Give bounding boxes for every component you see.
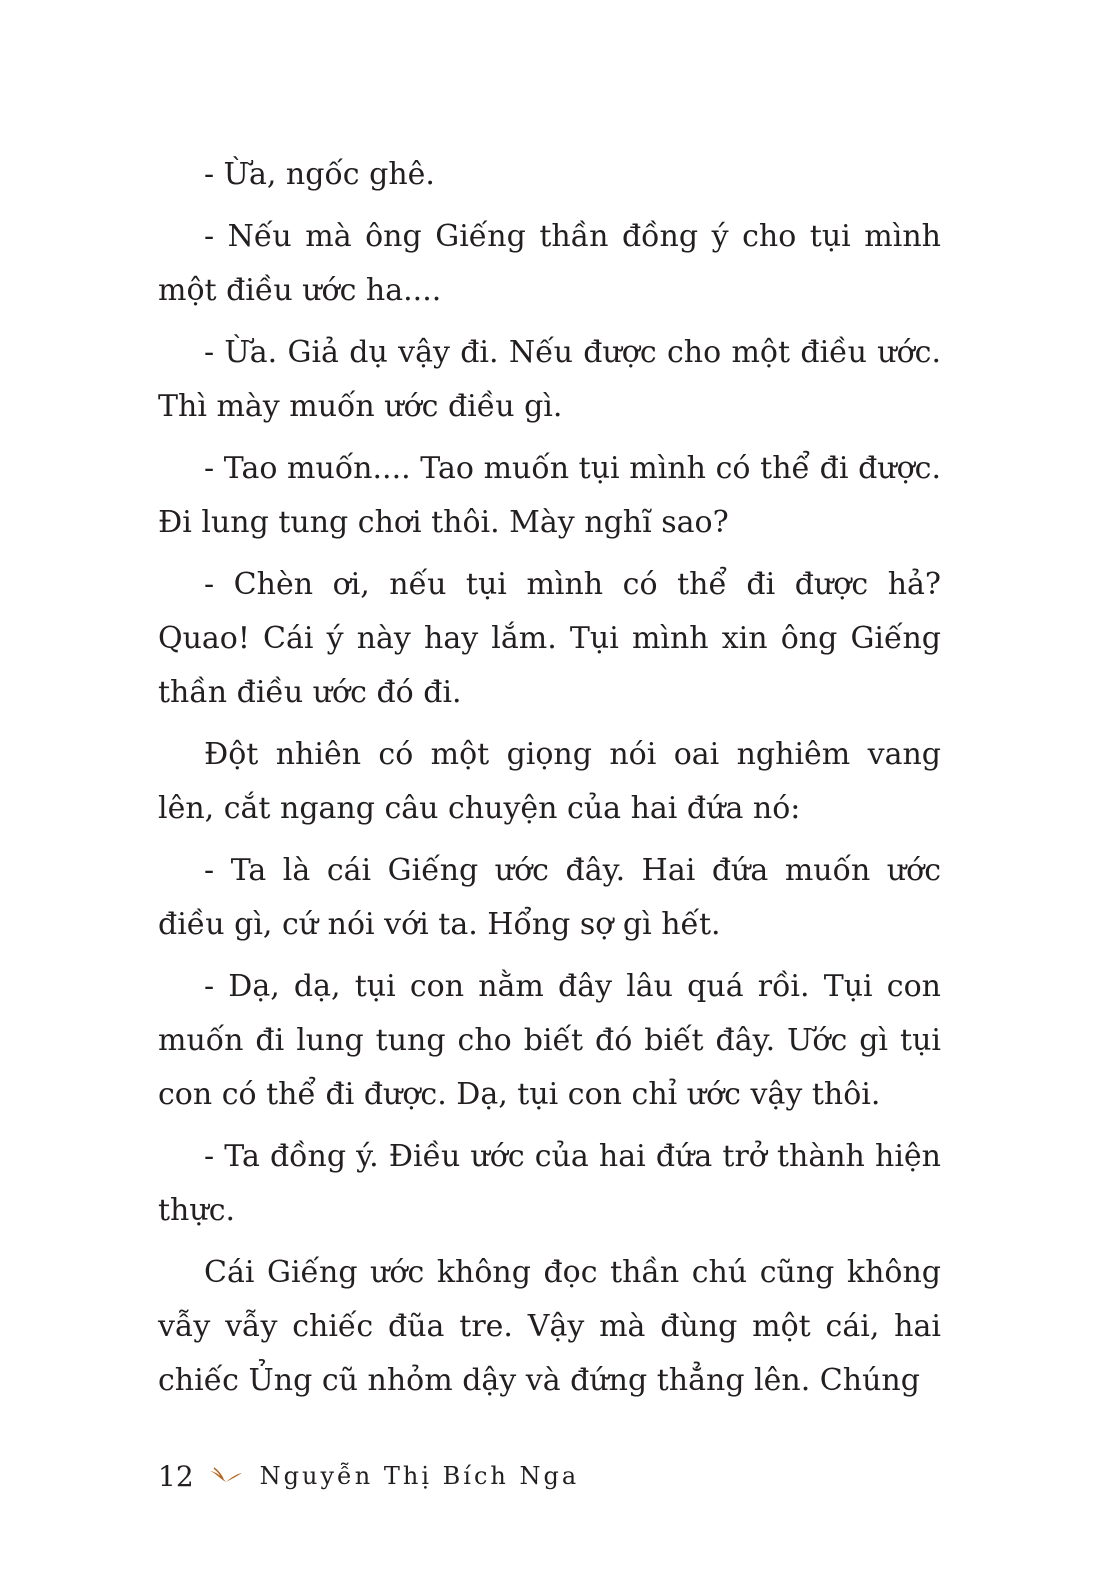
paragraph: Cái Giếng ước không đọc thần chú cũng không vẫy vẫy chiếc đũa tre. Vậy mà đùng một cái, hai chiếc Ủng cũ nhỏm dậy và đứng thẳng lên. Chúng: [158, 1255, 941, 1398]
page-number: 12: [158, 1459, 194, 1493]
paragraph: - Chèn ơi, nếu tụi mình có thể đi được hả? Quao! Cái ý này hay lắm. Tụi mình xin ông Giếng thần điều ước đó đi.: [158, 567, 941, 710]
page-text: [158, 148, 941, 1416]
paragraph: - Dạ, dạ, tụi con nằm đây lâu quá rồi. Tụi con muốn đi lung tung cho biết đó biết đây. Ước gì tụi con có thể đi được. Dạ, tụi con chỉ ước vậy thôi.: [158, 969, 941, 1112]
paragraph: - Ta là cái Giếng ước đây. Hai đứa muốn ước điều gì, cứ nói với ta. Hổng sợ gì hết.: [158, 853, 941, 942]
page-footer: [158, 1456, 579, 1496]
paragraph: Đột nhiên có một giọng nói oai nghiêm vang lên, cắt ngang câu chuyện của hai đứa nó:: [158, 737, 941, 826]
paragraph: - Tao muốn.... Tao muốn tụi mình có thể đi được. Đi lung tung chơi thôi. Mày nghĩ sao?: [158, 451, 941, 540]
author-name: Nguyễn Thị Bích Nga: [259, 1462, 580, 1490]
paragraph: - Ta đồng ý. Điều ước của hai đứa trở thành hiện thực.: [158, 1139, 941, 1228]
leaf-ornament-icon: [208, 1465, 244, 1487]
paragraph: - Ừa, ngốc ghê.: [204, 157, 435, 192]
paragraph: - Nếu mà ông Giếng thần đồng ý cho tụi mình một điều ước ha....: [158, 219, 941, 308]
paragraph: - Ừa. Giả dụ vậy đi. Nếu được cho một điều ước. Thì mày muốn ước điều gì.: [158, 335, 941, 424]
